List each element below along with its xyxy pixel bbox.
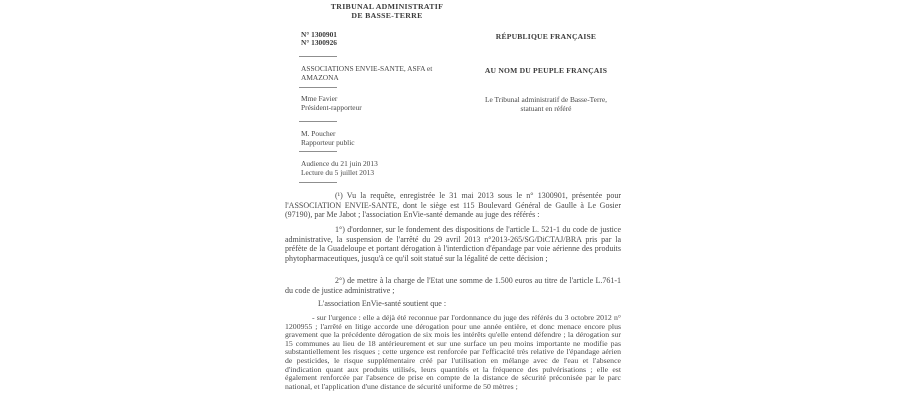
paragraph-demande-2: 2°) de mettre à la charge de l'Etat une somme de 1.500 euros au titre de l'article L.761-1 du code de justice administrative ; (285, 276, 621, 295)
divider (299, 121, 337, 122)
court-decision-document (285, 0, 630, 400)
judge-title: Président-rapporteur (301, 102, 362, 112)
paragraph-soutient: L'association EnVie-santé soutient que : (318, 299, 447, 308)
paragraph-urgence: - sur l'urgence : elle a déjà été reconnue par l'ordonnance du juge des référés du 3 octobre 2012 n° 1200955 ; l'arrêté en litige accorde une dérogation pour une année entière, et donc menace encore plus gravement que la précédente dérogation de six mois les intérêts qu'elle entend défendre ; la dérogation sur 15 communes au lieu de 18 antérieurement et sur une surface un peu moins importante ne modifie pas substantiellement les risques ; cette urgence est renforcée par l'efficacité très relative de l'épandage aérien de pesticides, le risque supplémentaire créé par l'utilisation en mélange avec de l'eau et l'absence d'indication quant aux produits utilisés, leurs quantités et la fréquence des pulvérisations ; elle est également renforcée par l'absence de prise en compte de la distance de sécurité préconisée par le parc national, et l'application d'une distance de sécurité uniforme de 50 mètres ; (285, 313, 621, 391)
parties-line2: AMAZONA (301, 72, 339, 82)
parties-names (301, 65, 471, 82)
hearing-date: Audience du 21 juin 2013 (301, 159, 378, 168)
republic-heading: RÉPUBLIQUE FRANÇAISE (495, 32, 597, 41)
parties-line1: ASSOCIATIONS ENVIE-SANTE, ASFA et (301, 64, 433, 73)
divider (299, 182, 337, 183)
formation-line2: statuant en référé (520, 103, 572, 113)
divider (299, 56, 337, 57)
case-number-2: N° 1300926 (301, 38, 338, 48)
court-formation (457, 96, 635, 113)
rapporteur-name: M. Poucher (301, 129, 336, 138)
paragraph-requete: (¹) Vu la requête, enregistrée le 31 mai 2013 sous le n° 1300901, présentée pour l'ASSOCIATION ENVIE-SANTE, dont le siège est 115 Boulevard Général de Gaulle à Le Gosier (97190), par Me Jabot ; l'association EnVie-santé demande au juge des référés : (285, 191, 621, 220)
judge-block (301, 95, 362, 112)
case-number-1: N° 1300901 (301, 30, 338, 39)
rapporteur-block (301, 130, 355, 147)
case-numbers (301, 31, 337, 48)
reading-date: Lecture du 5 juillet 2013 (301, 167, 375, 177)
formation-line1: Le Tribunal administratif de Basse-Terre, (484, 95, 607, 104)
dates-block (301, 160, 378, 177)
paragraph-demande-1: 1°) d'ordonner, sur le fondement des dispositions de l'article L. 521-1 du code de justice administrative, la suspension de l'arrêté du 29 avril 2013 n°2013-265/SG/DiCTAJ/BRA pris par la préfète de la Guadeloupe et portant dérogation à l'interdiction d'épandage par voie aérienne des produits phytopharmaceutiques, jusqu'à ce qu'il soit statué sur la légalité de cette décision ; (285, 225, 621, 263)
court-name-line2: DE BASSE-TERRE (351, 11, 423, 20)
divider (299, 151, 337, 152)
court-name (287, 2, 487, 20)
rapporteur-title: Rapporteur public (301, 137, 355, 147)
in-the-name-heading: AU NOM DU PEUPLE FRANÇAIS (484, 66, 608, 75)
divider (299, 87, 337, 88)
judge-name: Mme Favier (301, 94, 338, 103)
court-name-line1: TRIBUNAL ADMINISTRATIF (330, 2, 444, 11)
